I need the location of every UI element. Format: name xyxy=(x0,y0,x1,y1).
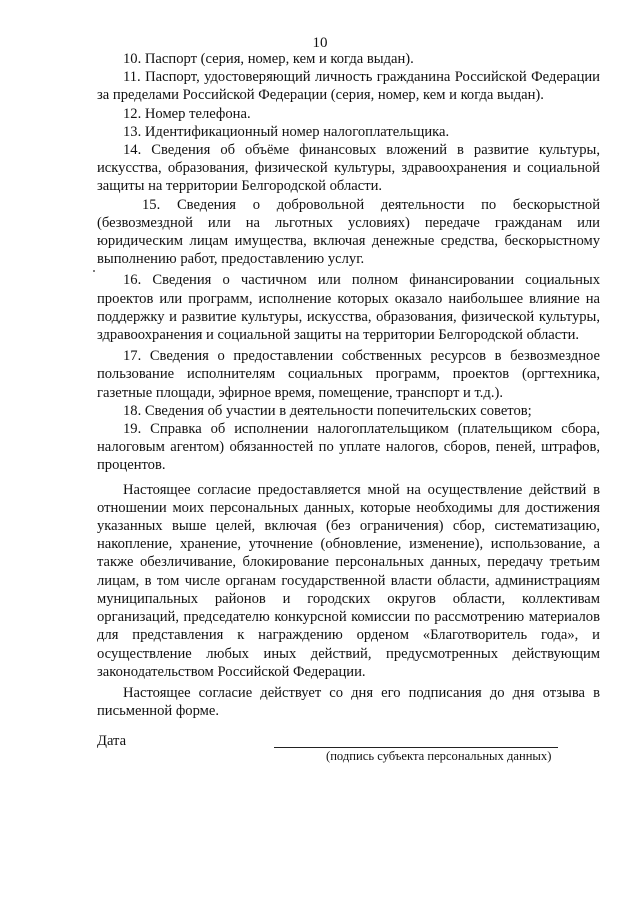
list-item-10: 10. Паспорт (серия, номер, кем и когда выдан). xyxy=(123,51,414,67)
list-item-12: 12. Номер телефона. xyxy=(123,105,251,122)
list-item-19: 19. Справка об исполнении налогоплательщиком (плательщиком сбора, налоговым агентом) обязанностей по уплате налогов, сборов, пеней, штрафов, процентов. xyxy=(97,421,600,474)
signature-caption: (подпись субъекта персональных данных) xyxy=(326,749,552,763)
consent-paragraph: Настоящее согласие предоставляется мной на осуществление действий в отношении моих персональных данных, которые необходимы для достижения указанных выше целей, включая (без ограничения) сбор, систематизацию, накопление, хранение, уточнение (обновление, изменение), использование, а также обезличивание, блокирование персональных данных, передачу третьим лицам, в том числе органам государственной власти области, администрациям муниципальных районов и городских округов области, коллективам организаций, председателю конкурсной комиссии по рассмотрению материалов для представления к награждению орденом «Благотворитель года», и осуществление любых иных действий, предусмотренных действующим законодательством Российской Федерации. xyxy=(97,481,600,680)
date-label: Дата xyxy=(97,733,127,749)
margin-mark xyxy=(93,270,95,272)
list-item-15: 15. Сведения о добровольной деятельности по бескорыстной (безвозмездной или на льготных условиях) передаче гражданам или юридическим лицам имущества, включая денежные средства, бескорыстному выполнению работ, предоставлению услуг. xyxy=(97,196,600,268)
validity-paragraph: Настоящее согласие действует со дня его подписания до дня отзыва в письменной форме. xyxy=(97,684,600,720)
page-number: 10 xyxy=(312,35,328,51)
list-item-16: 16. Сведения о частичном или полном финансировании социальных проектов или программ, исполнение которых оказало наибольшее влияние на поддержку и развитие культуры, искусства, образования, физической культуры, здравоохранения и социальной защиты на территории Белгородской области. xyxy=(97,272,600,344)
signature-line xyxy=(274,747,558,748)
list-item-17: 17. Сведения о предоставлении собственных ресурсов в безвозмездное пользование исполнителям социальных программ, проектов (оргтехника, газетные площади, эфирное время, помещение, транспорт и т.д.). xyxy=(97,348,600,401)
list-item-14: 14. Сведения об объёме финансовых вложений в развитие культуры, искусства, образования, физической культуры, здравоохранения и социальной защиты на территории Белгородской области. xyxy=(97,142,600,195)
signature-block xyxy=(97,729,600,769)
list-item-11: 11. Паспорт, удостоверяющий личность гражданина Российской Федерации за пределами Российской Федерации (серия, номер, кем и когда выдан). xyxy=(97,69,600,104)
list-item-18: 18. Сведения об участии в деятельности попечительских советов; xyxy=(123,402,532,419)
document-body xyxy=(97,50,600,720)
list-item-13: 13. Идентификационный номер налогоплательщика. xyxy=(123,123,450,140)
